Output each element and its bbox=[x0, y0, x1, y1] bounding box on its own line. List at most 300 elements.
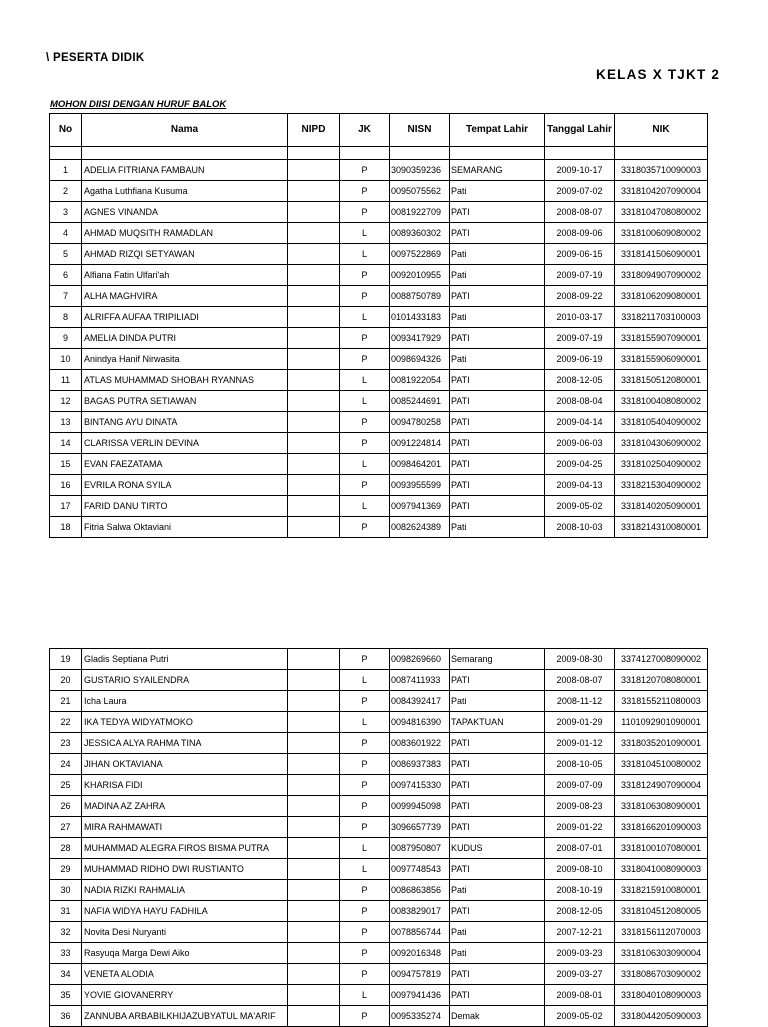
gender-cell: P bbox=[340, 265, 390, 286]
nipd-cell bbox=[288, 943, 340, 964]
row-number: 6 bbox=[50, 265, 82, 286]
nik-cell: 3318086703090002 bbox=[615, 964, 708, 985]
table-row bbox=[50, 181, 708, 202]
nisn-cell: 0086863856 bbox=[390, 880, 450, 901]
row-number: 23 bbox=[50, 733, 82, 754]
nipd-cell bbox=[288, 349, 340, 370]
nisn-cell: 3096657739 bbox=[390, 817, 450, 838]
table-row bbox=[50, 838, 708, 859]
nisn-cell: 0098269660 bbox=[390, 649, 450, 670]
nik-cell: 3318155211080003 bbox=[615, 691, 708, 712]
table-row bbox=[50, 691, 708, 712]
birthdate-cell: 2009-06-03 bbox=[545, 433, 615, 454]
student-name: VENETA ALODIA bbox=[82, 964, 288, 985]
gender-cell: L bbox=[340, 370, 390, 391]
birthdate-cell: 2009-08-30 bbox=[545, 649, 615, 670]
table-row bbox=[50, 496, 708, 517]
birthplace-cell: Pati bbox=[450, 244, 545, 265]
nipd-cell bbox=[288, 985, 340, 1006]
student-name: ADELIA FITRIANA FAMBAUN bbox=[82, 160, 288, 181]
table-row bbox=[50, 223, 708, 244]
birthdate-cell: 2008-09-22 bbox=[545, 286, 615, 307]
table-row bbox=[50, 901, 708, 922]
student-name: KHARISA FIDI bbox=[82, 775, 288, 796]
birthplace-cell: PATI bbox=[450, 391, 545, 412]
row-number: 10 bbox=[50, 349, 82, 370]
nisn-cell: 0097522869 bbox=[390, 244, 450, 265]
class-title: KELAS X TJKT 2 bbox=[596, 67, 721, 82]
student-name: ALRIFFA AUFAA TRIPILIADI bbox=[82, 307, 288, 328]
nisn-cell: 0091224814 bbox=[390, 433, 450, 454]
nipd-cell bbox=[288, 181, 340, 202]
birthplace-cell: KUDUS bbox=[450, 838, 545, 859]
nik-cell: 3374127008090002 bbox=[615, 649, 708, 670]
student-name: NAFIA WIDYA HAYU FADHILA bbox=[82, 901, 288, 922]
row-number: 15 bbox=[50, 454, 82, 475]
birthdate-cell: 2008-09-06 bbox=[545, 223, 615, 244]
nik-cell: 3318044205090003 bbox=[615, 1006, 708, 1027]
gender-cell: P bbox=[340, 328, 390, 349]
birthplace-cell: PATI bbox=[450, 433, 545, 454]
student-name: MUHAMMAD RIDHO DWI RUSTIANTO bbox=[82, 859, 288, 880]
gender-cell: P bbox=[340, 691, 390, 712]
nik-cell: 3318215304090002 bbox=[615, 475, 708, 496]
row-number: 17 bbox=[50, 496, 82, 517]
row-number: 28 bbox=[50, 838, 82, 859]
birthdate-cell: 2009-07-09 bbox=[545, 775, 615, 796]
nisn-cell: 0083829017 bbox=[390, 901, 450, 922]
nipd-cell bbox=[288, 1006, 340, 1027]
table-row bbox=[50, 859, 708, 880]
birthdate-cell: 2009-07-02 bbox=[545, 181, 615, 202]
table-row bbox=[50, 880, 708, 901]
birthplace-cell: PATI bbox=[450, 985, 545, 1006]
nik-cell: 3318104510080002 bbox=[615, 754, 708, 775]
nik-cell: 3318156112070003 bbox=[615, 922, 708, 943]
birthplace-cell: PATI bbox=[450, 496, 545, 517]
column-header-jk: JK bbox=[340, 114, 390, 147]
column-header-nama: Nama bbox=[82, 114, 288, 147]
student-name: Anindya Hanif Nirwasita bbox=[82, 349, 288, 370]
row-number: 1 bbox=[50, 160, 82, 181]
table-row bbox=[50, 922, 708, 943]
student-name: ALHA MAGHVIRA bbox=[82, 286, 288, 307]
birthdate-cell: 2008-08-07 bbox=[545, 670, 615, 691]
row-number: 14 bbox=[50, 433, 82, 454]
student-name: JIHAN OKTAVIANA bbox=[82, 754, 288, 775]
nisn-cell: 0093955599 bbox=[390, 475, 450, 496]
birthdate-cell: 2008-08-07 bbox=[545, 202, 615, 223]
nipd-cell bbox=[288, 649, 340, 670]
birthplace-cell: PATI bbox=[450, 796, 545, 817]
gender-cell: L bbox=[340, 391, 390, 412]
nik-cell: 3318041008090003 bbox=[615, 859, 708, 880]
nik-cell: 3318106209080001 bbox=[615, 286, 708, 307]
nik-cell: 3318035710090003 bbox=[615, 160, 708, 181]
row-number: 32 bbox=[50, 922, 82, 943]
nipd-cell bbox=[288, 265, 340, 286]
nipd-cell bbox=[288, 817, 340, 838]
nipd-cell bbox=[288, 496, 340, 517]
row-number: 3 bbox=[50, 202, 82, 223]
row-number: 18 bbox=[50, 517, 82, 538]
birthdate-cell: 2009-04-14 bbox=[545, 412, 615, 433]
nisn-cell: 0094780258 bbox=[390, 412, 450, 433]
birthdate-cell: 2010-03-17 bbox=[545, 307, 615, 328]
gender-cell: P bbox=[340, 796, 390, 817]
gender-cell: P bbox=[340, 901, 390, 922]
student-name: ATLAS MUHAMMAD SHOBAH RYANNAS bbox=[82, 370, 288, 391]
student-table-page-1 bbox=[49, 113, 708, 538]
nipd-cell bbox=[288, 796, 340, 817]
row-number: 30 bbox=[50, 880, 82, 901]
student-name: Fitria Salwa Oktaviani bbox=[82, 517, 288, 538]
column-header-nik: NIK bbox=[615, 114, 708, 147]
nipd-cell bbox=[288, 412, 340, 433]
table-row bbox=[50, 817, 708, 838]
row-number: 34 bbox=[50, 964, 82, 985]
student-name: Alfiana Fatin Ulfari'ah bbox=[82, 265, 288, 286]
nik-cell: 3318140205090001 bbox=[615, 496, 708, 517]
nik-cell: 3318104306090002 bbox=[615, 433, 708, 454]
birthdate-cell: 2009-04-13 bbox=[545, 475, 615, 496]
birthdate-cell: 2009-05-02 bbox=[545, 496, 615, 517]
nipd-cell bbox=[288, 328, 340, 349]
row-number: 22 bbox=[50, 712, 82, 733]
birthplace-cell: SEMARANG bbox=[450, 160, 545, 181]
nipd-cell bbox=[288, 691, 340, 712]
gender-cell: P bbox=[340, 349, 390, 370]
nik-cell: 3318106303090004 bbox=[615, 943, 708, 964]
table-row bbox=[50, 265, 708, 286]
row-number: 21 bbox=[50, 691, 82, 712]
row-number: 36 bbox=[50, 1006, 82, 1027]
nik-cell: 3318104512080005 bbox=[615, 901, 708, 922]
birthplace-cell: PATI bbox=[450, 733, 545, 754]
nisn-cell: 0092016348 bbox=[390, 943, 450, 964]
nipd-cell bbox=[288, 433, 340, 454]
fill-instruction: MOHON DIISI DENGAN HURUF BALOK bbox=[50, 99, 227, 110]
nisn-cell: 0088750789 bbox=[390, 286, 450, 307]
nik-cell: 3318150512080001 bbox=[615, 370, 708, 391]
nipd-cell bbox=[288, 964, 340, 985]
birthplace-cell: PATI bbox=[450, 328, 545, 349]
nipd-cell bbox=[288, 880, 340, 901]
nik-cell: 3318100609080002 bbox=[615, 223, 708, 244]
nipd-cell bbox=[288, 391, 340, 412]
column-header-nisn: NISN bbox=[390, 114, 450, 147]
nisn-cell: 0094816390 bbox=[390, 712, 450, 733]
birthplace-cell: PATI bbox=[450, 475, 545, 496]
nisn-cell: 0094757819 bbox=[390, 964, 450, 985]
nisn-cell: 0078856744 bbox=[390, 922, 450, 943]
nisn-cell: 0101433183 bbox=[390, 307, 450, 328]
birthplace-cell: Demak bbox=[450, 1006, 545, 1027]
birthdate-cell: 2008-12-05 bbox=[545, 370, 615, 391]
table-row bbox=[50, 160, 708, 181]
nik-cell: 3318035201090001 bbox=[615, 733, 708, 754]
student-name: IKA TEDYA WIDYATMOKO bbox=[82, 712, 288, 733]
nipd-cell bbox=[288, 223, 340, 244]
birthdate-cell: 2008-12-05 bbox=[545, 901, 615, 922]
student-name: Icha Laura bbox=[82, 691, 288, 712]
table-row bbox=[50, 328, 708, 349]
birthplace-cell: Pati bbox=[450, 943, 545, 964]
student-name: YOVIE GIOVANERRY bbox=[82, 985, 288, 1006]
table-row bbox=[50, 775, 708, 796]
nik-cell: 3318105404090002 bbox=[615, 412, 708, 433]
nisn-cell: 0093417929 bbox=[390, 328, 450, 349]
student-name: EVAN FAEZATAMA bbox=[82, 454, 288, 475]
nik-cell: 3318166201090003 bbox=[615, 817, 708, 838]
gender-cell: P bbox=[340, 517, 390, 538]
table-row bbox=[50, 370, 708, 391]
row-number: 4 bbox=[50, 223, 82, 244]
nipd-cell bbox=[288, 859, 340, 880]
birthplace-cell: TAPAKTUAN bbox=[450, 712, 545, 733]
nisn-cell: 0095335274 bbox=[390, 1006, 450, 1027]
gender-cell: P bbox=[340, 943, 390, 964]
birthdate-cell: 2009-04-25 bbox=[545, 454, 615, 475]
student-name: MIRA RAHMAWATI bbox=[82, 817, 288, 838]
birthdate-cell: 2009-08-23 bbox=[545, 796, 615, 817]
nipd-cell bbox=[288, 517, 340, 538]
nipd-cell bbox=[288, 838, 340, 859]
birthdate-cell: 2009-01-22 bbox=[545, 817, 615, 838]
table-header-row bbox=[50, 114, 708, 147]
birthdate-cell: 2008-08-04 bbox=[545, 391, 615, 412]
table-row bbox=[50, 943, 708, 964]
nisn-cell: 0084392417 bbox=[390, 691, 450, 712]
gender-cell: L bbox=[340, 223, 390, 244]
nipd-cell bbox=[288, 286, 340, 307]
gender-cell: P bbox=[340, 733, 390, 754]
birthplace-cell: PATI bbox=[450, 670, 545, 691]
birthdate-cell: 2009-01-29 bbox=[545, 712, 615, 733]
gender-cell: P bbox=[340, 202, 390, 223]
birthdate-cell: 2009-07-19 bbox=[545, 328, 615, 349]
row-number: 29 bbox=[50, 859, 82, 880]
student-name: GUSTARIO SYAILENDRA bbox=[82, 670, 288, 691]
birthplace-cell: PATI bbox=[450, 223, 545, 244]
gender-cell: L bbox=[340, 496, 390, 517]
table-row bbox=[50, 244, 708, 265]
birthdate-cell: 2007-12-21 bbox=[545, 922, 615, 943]
gender-cell: P bbox=[340, 412, 390, 433]
birthplace-cell: PATI bbox=[450, 754, 545, 775]
nik-cell: 3318155907090001 bbox=[615, 328, 708, 349]
birthplace-cell: Pati bbox=[450, 181, 545, 202]
birthdate-cell: 2008-10-05 bbox=[545, 754, 615, 775]
birthdate-cell: 2008-10-19 bbox=[545, 880, 615, 901]
student-table-page-2 bbox=[49, 648, 708, 1027]
nipd-cell bbox=[288, 754, 340, 775]
row-number: 8 bbox=[50, 307, 82, 328]
nik-cell: 3318211703100003 bbox=[615, 307, 708, 328]
birthdate-cell: 2009-01-12 bbox=[545, 733, 615, 754]
nipd-cell bbox=[288, 202, 340, 223]
table-row bbox=[50, 286, 708, 307]
nisn-cell: 0097941369 bbox=[390, 496, 450, 517]
nipd-cell bbox=[288, 670, 340, 691]
student-name: JESSICA ALYA RAHMA TINA bbox=[82, 733, 288, 754]
birthplace-cell: PATI bbox=[450, 454, 545, 475]
gender-cell: P bbox=[340, 1006, 390, 1027]
nisn-cell: 0092010955 bbox=[390, 265, 450, 286]
table-row bbox=[50, 391, 708, 412]
nik-cell: 3318104207090004 bbox=[615, 181, 708, 202]
gender-cell: L bbox=[340, 838, 390, 859]
row-number: 2 bbox=[50, 181, 82, 202]
birthdate-cell: 2009-08-01 bbox=[545, 985, 615, 1006]
gender-cell: L bbox=[340, 670, 390, 691]
nisn-cell: 3090359236 bbox=[390, 160, 450, 181]
table-row bbox=[50, 649, 708, 670]
gender-cell: P bbox=[340, 775, 390, 796]
table-row bbox=[50, 712, 708, 733]
table-row bbox=[50, 517, 708, 538]
nik-cell: 1101092901090001 bbox=[615, 712, 708, 733]
nipd-cell bbox=[288, 733, 340, 754]
birthplace-cell: PATI bbox=[450, 775, 545, 796]
student-name: Agatha Luthfiana Kusuma bbox=[82, 181, 288, 202]
nik-cell: 3318104708080002 bbox=[615, 202, 708, 223]
birthplace-cell: PATI bbox=[450, 901, 545, 922]
nik-cell: 3318102504090002 bbox=[615, 454, 708, 475]
student-name: ZANNUBA ARBABILKHIJAZUBYATUL MA'ARIF bbox=[82, 1006, 288, 1027]
gender-cell: P bbox=[340, 817, 390, 838]
nisn-cell: 0097748543 bbox=[390, 859, 450, 880]
row-number: 20 bbox=[50, 670, 82, 691]
row-number: 33 bbox=[50, 943, 82, 964]
table-row bbox=[50, 985, 708, 1006]
birthdate-cell: 2008-07-01 bbox=[545, 838, 615, 859]
student-name: NADIA RIZKI RAHMALIA bbox=[82, 880, 288, 901]
gender-cell: P bbox=[340, 181, 390, 202]
nik-cell: 3318214310080001 bbox=[615, 517, 708, 538]
student-name: MUHAMMAD ALEGRA FIROS BISMA PUTRA bbox=[82, 838, 288, 859]
student-name: EVRILA RONA SYILA bbox=[82, 475, 288, 496]
nipd-cell bbox=[288, 712, 340, 733]
row-number: 7 bbox=[50, 286, 82, 307]
nik-cell: 3318100408080002 bbox=[615, 391, 708, 412]
birthdate-cell: 2009-06-19 bbox=[545, 349, 615, 370]
row-number: 24 bbox=[50, 754, 82, 775]
column-header-no: No bbox=[50, 114, 82, 147]
nipd-cell bbox=[288, 454, 340, 475]
row-number: 13 bbox=[50, 412, 82, 433]
gender-cell: L bbox=[340, 454, 390, 475]
nisn-cell: 0097941436 bbox=[390, 985, 450, 1006]
birthplace-cell: PATI bbox=[450, 202, 545, 223]
nisn-cell: 0086937383 bbox=[390, 754, 450, 775]
table-row bbox=[50, 754, 708, 775]
student-name: AHMAD MUQSITH RAMADLAN bbox=[82, 223, 288, 244]
birthplace-cell: Pati bbox=[450, 922, 545, 943]
birthplace-cell: Pati bbox=[450, 265, 545, 286]
nik-cell: 3318094907090002 bbox=[615, 265, 708, 286]
birthdate-cell: 2009-03-23 bbox=[545, 943, 615, 964]
row-number: 5 bbox=[50, 244, 82, 265]
table-row bbox=[50, 670, 708, 691]
gender-cell: P bbox=[340, 475, 390, 496]
nipd-cell bbox=[288, 160, 340, 181]
birthdate-cell: 2008-11-12 bbox=[545, 691, 615, 712]
birthplace-cell: Pati bbox=[450, 880, 545, 901]
nik-cell: 3318040108090003 bbox=[615, 985, 708, 1006]
gender-cell: L bbox=[340, 244, 390, 265]
column-header-tempat-lahir: Tempat Lahir bbox=[450, 114, 545, 147]
student-name: AHMAD RIZQI SETYAWAN bbox=[82, 244, 288, 265]
student-name: Novita Desi Nuryanti bbox=[82, 922, 288, 943]
birthplace-cell: PATI bbox=[450, 370, 545, 391]
nisn-cell: 0097415330 bbox=[390, 775, 450, 796]
gender-cell: L bbox=[340, 985, 390, 1006]
birthplace-cell: PATI bbox=[450, 817, 545, 838]
student-name: MADINA AZ ZAHRA bbox=[82, 796, 288, 817]
row-number: 26 bbox=[50, 796, 82, 817]
birthdate-cell: 2009-08-10 bbox=[545, 859, 615, 880]
nik-cell: 3318100107080001 bbox=[615, 838, 708, 859]
student-name: Gladis Septiana Putri bbox=[82, 649, 288, 670]
nik-cell: 3318124907090004 bbox=[615, 775, 708, 796]
table-row bbox=[50, 433, 708, 454]
row-number: 35 bbox=[50, 985, 82, 1006]
birthdate-cell: 2009-05-02 bbox=[545, 1006, 615, 1027]
nipd-cell bbox=[288, 244, 340, 265]
birthdate-cell: 2009-07-19 bbox=[545, 265, 615, 286]
nipd-cell bbox=[288, 475, 340, 496]
nipd-cell bbox=[288, 370, 340, 391]
birthplace-cell: Semarang bbox=[450, 649, 545, 670]
row-number: 12 bbox=[50, 391, 82, 412]
row-number: 27 bbox=[50, 817, 82, 838]
table-row bbox=[50, 307, 708, 328]
document-title: \ PESERTA DIDIK bbox=[46, 52, 145, 64]
nisn-cell: 0098464201 bbox=[390, 454, 450, 475]
birthplace-cell: PATI bbox=[450, 964, 545, 985]
table-row bbox=[50, 796, 708, 817]
birthplace-cell: Pati bbox=[450, 691, 545, 712]
birthplace-cell: Pati bbox=[450, 349, 545, 370]
nik-cell: 3318120708080001 bbox=[615, 670, 708, 691]
nisn-cell: 0081922709 bbox=[390, 202, 450, 223]
student-name: BAGAS PUTRA SETIAWAN bbox=[82, 391, 288, 412]
nipd-cell bbox=[288, 307, 340, 328]
nisn-cell: 0098694326 bbox=[390, 349, 450, 370]
table-row bbox=[50, 964, 708, 985]
birthdate-cell: 2009-03-27 bbox=[545, 964, 615, 985]
birthplace-cell: PATI bbox=[450, 859, 545, 880]
student-name: AMELIA DINDA PUTRI bbox=[82, 328, 288, 349]
row-number: 9 bbox=[50, 328, 82, 349]
student-name: Rasyuqa Marga Dewi Aiko bbox=[82, 943, 288, 964]
gender-cell: L bbox=[340, 307, 390, 328]
birthdate-cell: 2009-06-15 bbox=[545, 244, 615, 265]
nik-cell: 3318155906090001 bbox=[615, 349, 708, 370]
nisn-cell: 0081922054 bbox=[390, 370, 450, 391]
birthplace-cell: Pati bbox=[450, 307, 545, 328]
gender-cell: P bbox=[340, 160, 390, 181]
student-name: AGNES VINANDA bbox=[82, 202, 288, 223]
nipd-cell bbox=[288, 901, 340, 922]
gender-cell: P bbox=[340, 433, 390, 454]
birthdate-cell: 2008-10-03 bbox=[545, 517, 615, 538]
gender-cell: L bbox=[340, 859, 390, 880]
birthplace-cell: Pati bbox=[450, 517, 545, 538]
row-number: 16 bbox=[50, 475, 82, 496]
nipd-cell bbox=[288, 775, 340, 796]
